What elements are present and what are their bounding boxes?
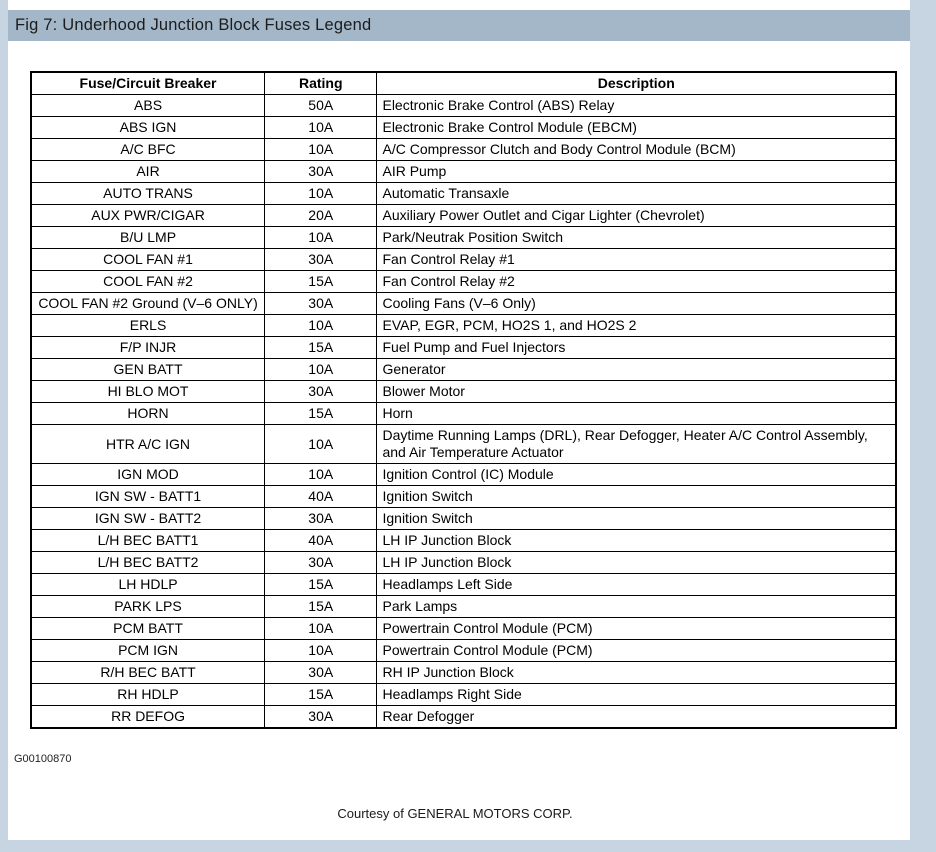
table-row	[31, 183, 896, 205]
description-cell: Ignition Switch	[377, 486, 896, 508]
fuse-cell: AUX PWR/CIGAR	[31, 205, 265, 227]
figure-id-label: G00100870	[14, 753, 72, 765]
rating-cell: 10A	[265, 640, 377, 662]
rating-cell: 30A	[265, 293, 377, 315]
table-row	[31, 337, 896, 359]
table-row	[31, 249, 896, 271]
description-cell: A/C Compressor Clutch and Body Control Module (BCM)	[377, 139, 896, 161]
description-cell: Daytime Running Lamps (DRL), Rear Defogger, Heater A/C Control Assembly, and Air Temperature Actuator	[377, 425, 896, 464]
table-row	[31, 95, 896, 117]
fuse-cell: HI BLO MOT	[31, 381, 265, 403]
fuse-cell: ABS IGN	[31, 117, 265, 139]
description-cell: Headlamps Left Side	[377, 574, 896, 596]
fuse-cell: HTR A/C IGN	[31, 425, 265, 464]
description-cell: Ignition Control (IC) Module	[377, 464, 896, 486]
fuse-cell: COOL FAN #2	[31, 271, 265, 293]
rating-cell: 10A	[265, 117, 377, 139]
table-row	[31, 486, 896, 508]
fuse-cell: L/H BEC BATT2	[31, 552, 265, 574]
rating-cell: 15A	[265, 403, 377, 425]
header-rating: Rating	[265, 72, 377, 95]
rating-cell: 30A	[265, 552, 377, 574]
fuse-cell: ERLS	[31, 315, 265, 337]
rating-cell: 30A	[265, 706, 377, 729]
fuse-cell: COOL FAN #1	[31, 249, 265, 271]
rating-cell: 40A	[265, 486, 377, 508]
rating-cell: 40A	[265, 530, 377, 552]
table-row	[31, 381, 896, 403]
description-cell: Fan Control Relay #1	[377, 249, 896, 271]
table-row	[31, 464, 896, 486]
rating-cell: 15A	[265, 596, 377, 618]
table-row	[31, 552, 896, 574]
table-row	[31, 315, 896, 337]
description-cell: AIR Pump	[377, 161, 896, 183]
fuse-legend-table	[30, 71, 897, 729]
description-cell: RH IP Junction Block	[377, 662, 896, 684]
rating-cell: 10A	[265, 139, 377, 161]
rating-cell: 30A	[265, 249, 377, 271]
figure-title: Fig 7: Underhood Junction Block Fuses Legend	[15, 16, 372, 34]
table-head	[31, 72, 896, 95]
rating-cell: 15A	[265, 271, 377, 293]
description-cell: Ignition Switch	[377, 508, 896, 530]
description-cell: Powertrain Control Module (PCM)	[377, 640, 896, 662]
header-description: Description	[377, 72, 896, 95]
page-edge-right	[910, 0, 936, 852]
fuse-cell: IGN SW - BATT1	[31, 486, 265, 508]
fuse-table-body	[31, 95, 896, 729]
description-cell: Electronic Brake Control (ABS) Relay	[377, 95, 896, 117]
fuse-cell: IGN SW - BATT2	[31, 508, 265, 530]
description-cell: Fan Control Relay #2	[377, 271, 896, 293]
fuse-cell: COOL FAN #2 Ground (V–6 ONLY)	[31, 293, 265, 315]
description-cell: Auxiliary Power Outlet and Cigar Lighter (Chevrolet)	[377, 205, 896, 227]
fuse-cell: B/U LMP	[31, 227, 265, 249]
table-row	[31, 425, 896, 464]
courtesy-note: Courtesy of GENERAL MOTORS CORP.	[337, 806, 573, 821]
fuse-cell: HORN	[31, 403, 265, 425]
rating-cell: 10A	[265, 618, 377, 640]
figure-title-bar	[8, 10, 910, 41]
fuse-cell: AUTO TRANS	[31, 183, 265, 205]
fuse-cell: LH HDLP	[31, 574, 265, 596]
rating-cell: 10A	[265, 183, 377, 205]
description-cell: Headlamps Right Side	[377, 684, 896, 706]
table-row	[31, 684, 896, 706]
table-row	[31, 596, 896, 618]
rating-cell: 10A	[265, 315, 377, 337]
table-row	[31, 161, 896, 183]
description-cell: Fuel Pump and Fuel Injectors	[377, 337, 896, 359]
table-row	[31, 359, 896, 381]
fuse-cell: L/H BEC BATT1	[31, 530, 265, 552]
description-cell: EVAP, EGR, PCM, HO2S 1, and HO2S 2	[377, 315, 896, 337]
description-cell: Generator	[377, 359, 896, 381]
table-row	[31, 293, 896, 315]
rating-cell: 20A	[265, 205, 377, 227]
description-cell: Rear Defogger	[377, 706, 896, 729]
rating-cell: 30A	[265, 662, 377, 684]
rating-cell: 10A	[265, 227, 377, 249]
rating-cell: 15A	[265, 337, 377, 359]
description-cell: Powertrain Control Module (PCM)	[377, 618, 896, 640]
table-row	[31, 530, 896, 552]
table-row	[31, 205, 896, 227]
description-cell: Blower Motor	[377, 381, 896, 403]
table-row	[31, 403, 896, 425]
fuse-cell: PARK LPS	[31, 596, 265, 618]
rating-cell: 30A	[265, 508, 377, 530]
table-row	[31, 139, 896, 161]
table-row	[31, 618, 896, 640]
page-edge-left	[0, 0, 8, 852]
fuse-cell: GEN BATT	[31, 359, 265, 381]
description-cell: Park Lamps	[377, 596, 896, 618]
rating-cell: 30A	[265, 381, 377, 403]
table-row	[31, 271, 896, 293]
rating-cell: 50A	[265, 95, 377, 117]
table-row	[31, 117, 896, 139]
page-edge-bottom	[0, 840, 936, 852]
rating-cell: 15A	[265, 574, 377, 596]
header-row	[31, 72, 896, 95]
table-row	[31, 508, 896, 530]
fuse-cell: ABS	[31, 95, 265, 117]
table-row	[31, 574, 896, 596]
table-row	[31, 227, 896, 249]
description-cell: LH IP Junction Block	[377, 530, 896, 552]
fuse-table-container	[30, 71, 897, 729]
description-cell: Automatic Transaxle	[377, 183, 896, 205]
fuse-cell: PCM IGN	[31, 640, 265, 662]
description-cell: Electronic Brake Control Module (EBCM)	[377, 117, 896, 139]
table-row	[31, 662, 896, 684]
fuse-cell: AIR	[31, 161, 265, 183]
table-row	[31, 640, 896, 662]
fuse-cell: RH HDLP	[31, 684, 265, 706]
description-cell: Park/Neutrak Position Switch	[377, 227, 896, 249]
rating-cell: 15A	[265, 684, 377, 706]
rating-cell: 10A	[265, 425, 377, 464]
description-cell: Horn	[377, 403, 896, 425]
fuse-cell: IGN MOD	[31, 464, 265, 486]
fuse-cell: A/C BFC	[31, 139, 265, 161]
rating-cell: 30A	[265, 161, 377, 183]
fuse-cell: RR DEFOG	[31, 706, 265, 729]
table-row	[31, 706, 896, 729]
rating-cell: 10A	[265, 464, 377, 486]
header-fuse-circuit-breaker: Fuse/Circuit Breaker	[31, 72, 265, 95]
rating-cell: 10A	[265, 359, 377, 381]
description-cell: Cooling Fans (V–6 Only)	[377, 293, 896, 315]
fuse-cell: R/H BEC BATT	[31, 662, 265, 684]
description-cell: LH IP Junction Block	[377, 552, 896, 574]
fuse-cell: F/P INJR	[31, 337, 265, 359]
fuse-cell: PCM BATT	[31, 618, 265, 640]
